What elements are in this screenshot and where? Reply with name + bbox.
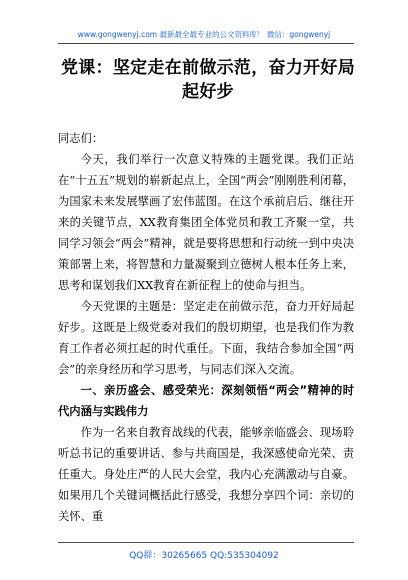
document-title: 党课：坚定走在前做示范，奋力开好局起好步 xyxy=(60,58,356,102)
footer-divider xyxy=(58,542,354,543)
page-footer: QQ群：30265665 QQ:535304092 xyxy=(129,551,279,561)
document-body xyxy=(58,128,354,527)
header-divider xyxy=(58,43,354,44)
salutation: 同志们： xyxy=(58,132,104,145)
paragraph-intro: 今天，我们举行一次意义特殊的主题党课。我们正站在“十五五”规划的崭新起点上，全国“两会”刚刚胜利闭幕，为国家未来发展擘画了宏伟蓝图。在这个承前启后、继往开来的关键节点，XX教育集团全体党员和教工齐聚一堂，共同学习领会“两会”精神，就是要将思想和行动统一到中央决策部署上来，将智慧和力量凝聚到立德树人根本任务上来，思考和谋划我们XX教育在新征程上的使命与担当。 xyxy=(58,153,354,292)
page-header[interactable]: www.gongwenyj.com 最新最全最专业的公文资料库！ 微信：gongwenyj xyxy=(77,30,331,39)
section-heading-1: 一、亲历盛会、感受荣光：深刻领悟“两会”精神的时代内涵与实践伟力 xyxy=(58,384,354,418)
paragraph-theme: 今天党课的主题是：坚定走在前做示范，奋力开好局起好步。这既是上级党委对我们的殷切期望，也是我们作为教育工作者必须扛起的时代重任。下面，我结合参加全国“两会”的亲身经历和学习思考，与同志们深入交流。 xyxy=(58,300,354,376)
paragraph-section-1: 作为一名来自教育战线的代表，能够亲临盛会、现场聆听总书记的重要讲话、参与共商国是，我深感使命光荣、责任重大。身处庄严的人民大会堂，我内心充满激动与自豪。如果用几个关键词概括此行感受，我想分享四个词：亲切的关怀、重 xyxy=(58,426,354,523)
